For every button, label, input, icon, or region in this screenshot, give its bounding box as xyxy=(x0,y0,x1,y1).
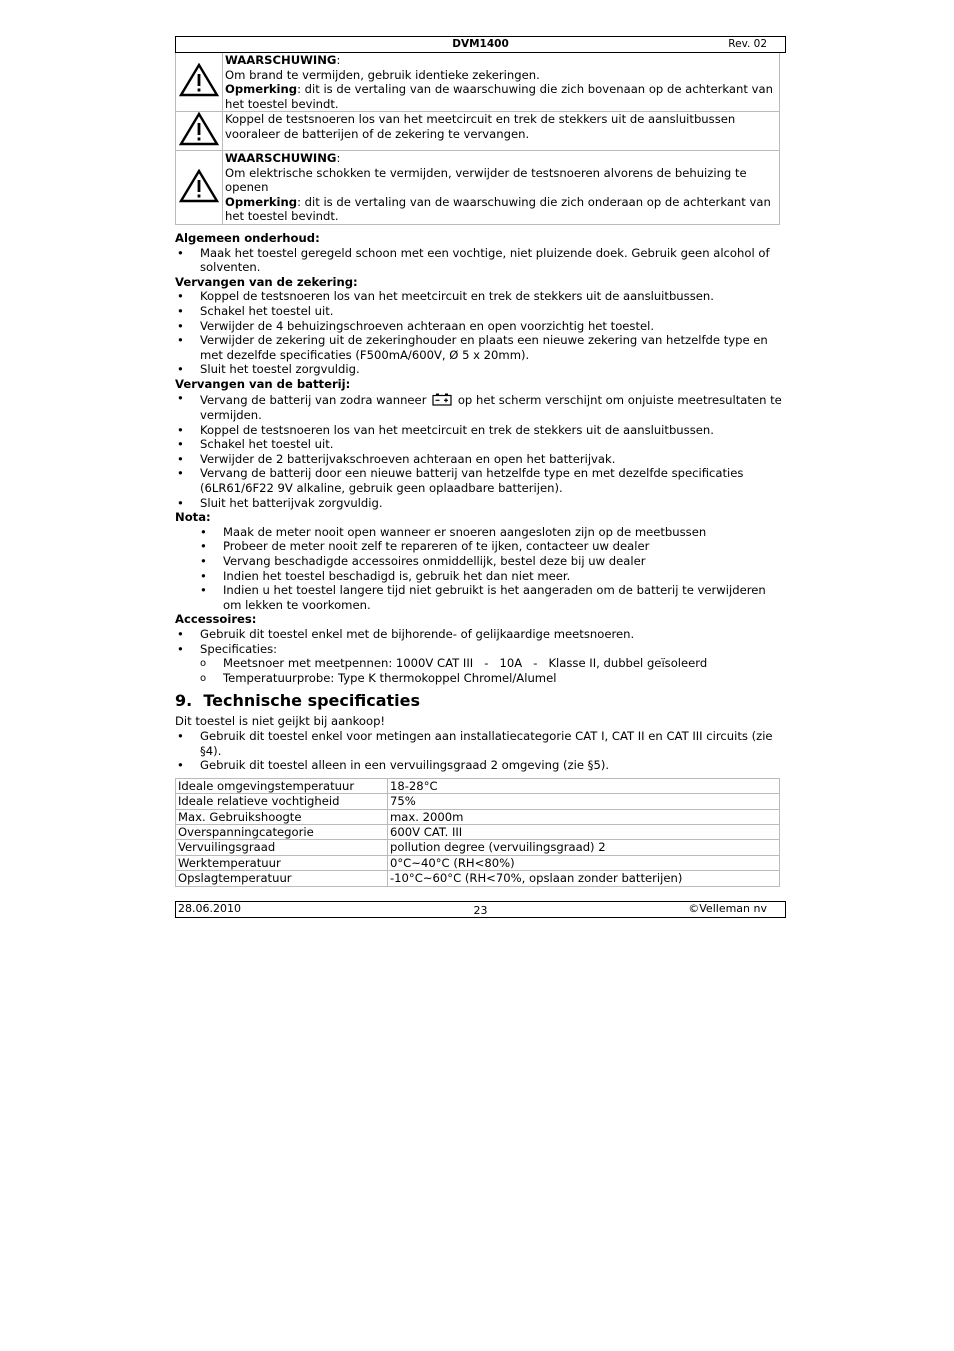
list-item: • Schakel het toestel uit. xyxy=(175,304,786,319)
list-item: o Temperatuurprobe: Type K thermokoppel Chromel/Alumel xyxy=(175,671,786,686)
table-row xyxy=(176,794,780,809)
warning-line: Om elektrische schokken te vermijden, verwijder de testsnoeren alvorens de behuizing te openen xyxy=(225,165,747,195)
nota-list xyxy=(175,525,786,613)
warning-triangle-icon xyxy=(179,169,219,203)
spec-key: Ideale omgevingstemperatuur xyxy=(176,778,388,793)
list-item: • Probeer de meter nooit zelf te repareren of te ijken, contacteer uw dealer xyxy=(175,539,786,554)
battery-text-a: Vervang de batterij van zodra wanneer xyxy=(200,393,427,408)
list-item: • Gebruik dit toestel enkel met de bijhorende- of gelijkaardige meetsnoeren. xyxy=(175,627,786,642)
section-heading-nota: Nota: xyxy=(175,510,211,525)
revision: Rev. 02 xyxy=(728,38,767,50)
accessoires-list xyxy=(175,627,786,656)
spec-key: Ideale relatieve vochtigheid xyxy=(176,794,388,809)
list-item: • Indien u het toestel langere tijd niet gebruikt is het aangeraden om de batterij te verwijderen om lekken te voorkomen. xyxy=(175,583,786,612)
footer-copyright: ©Velleman nv xyxy=(688,902,767,915)
list-item xyxy=(175,391,786,422)
footer-date: 28.06.2010 xyxy=(178,902,241,915)
spec-value: 0°C~40°C (RH<80%) xyxy=(388,855,780,870)
list-item: • Sluit het toestel zorgvuldig. xyxy=(175,362,786,377)
warning-row xyxy=(176,112,780,151)
list-item: • Maak de meter nooit open wanneer er snoeren aangesloten zijn op de meetbussen xyxy=(175,525,786,540)
page-header xyxy=(175,36,786,53)
spec-table xyxy=(175,778,780,887)
warning-triangle-icon xyxy=(179,63,219,97)
warning-row xyxy=(176,150,780,224)
warning-icon-cell xyxy=(176,150,223,224)
model-name: DVM1400 xyxy=(452,38,509,50)
warning-text: WAARSCHUWING: Om brand te vermijden, gebruik identieke zekeringen. Opmerking: dit is de vertaling van de waarschuwing die zich bovenaan op de achterkant van het toestel bevindt. xyxy=(223,53,780,112)
battery-icon xyxy=(432,393,452,406)
accessoires-sublist xyxy=(175,656,786,685)
spec-key: Vervuilingsgraad xyxy=(176,840,388,855)
section-heading-onderhoud: Algemeen onderhoud: xyxy=(175,230,320,245)
list-item: • Verwijder de zekering uit de zekeringhouder en plaats een nieuwe zekering van hetzelfde type en met dezelfde specificaties (F500mA/600V, Ø 5 x 20mm). xyxy=(175,333,786,362)
list-item: • Schakel het toestel uit. xyxy=(175,437,786,452)
list-item: • Koppel de testsnoeren los van het meetcircuit en trek de stekkers uit de aansluitbussen. xyxy=(175,423,786,438)
battery-text-b: op het scherm verschijnt om onjuiste meetresultaten te vermijden. xyxy=(200,393,782,423)
section-title-technische-specificaties: 9. Technische specificaties xyxy=(175,691,421,711)
tech-list xyxy=(175,729,786,773)
zekering-list xyxy=(175,289,786,377)
list-item: o Meetsnoer met meetpennen: 1000V CAT III - 10A - Klasse II, dubbel geïsoleerd xyxy=(175,656,786,671)
list-item: • Vervang de batterij door een nieuwe batterij van hetzelfde type en met dezelfde specificaties (6LR61/6F22 9V alkaline, gebruik geen oplaadbare batterijen). xyxy=(175,466,786,495)
warning-icon-cell xyxy=(176,53,223,112)
warning-row xyxy=(176,53,780,112)
spec-value: pollution degree (vervuilingsgraad) 2 xyxy=(388,840,780,855)
spec-value: 75% xyxy=(388,794,780,809)
page xyxy=(175,36,786,887)
tech-intro: Dit toestel is niet geijkt bij aankoop! xyxy=(175,714,386,729)
warning-title: WAARSCHUWING xyxy=(225,150,337,165)
section-heading-zekering: Vervangen van de zekering: xyxy=(175,274,358,289)
list-item: • Maak het toestel geregeld schoon met een vochtige, niet pluizende doek. Gebruik geen alcohol of solventen. xyxy=(175,246,786,275)
page-footer xyxy=(175,901,786,918)
spec-key: Opslagtemperatuur xyxy=(176,871,388,886)
list-item: • Gebruik dit toestel enkel voor metingen aan installatiecategorie CAT I, CAT II en CAT III circuits (zie §4). xyxy=(175,729,786,758)
list-item: • Vervang beschadigde accessoires onmiddellijk, bestel deze bij uw dealer xyxy=(175,554,786,569)
list-item: • Sluit het batterijvak zorgvuldig. xyxy=(175,496,786,511)
list-item: • Gebruik dit toestel alleen in een vervuilingsgraad 2 omgeving (zie §5). xyxy=(175,758,786,773)
table-row xyxy=(176,871,780,886)
spec-value: -10°C~60°C (RH<70%, opslaan zonder batterijen) xyxy=(388,871,780,886)
note-label: Opmerking xyxy=(225,82,298,97)
spec-value: 18-28°C xyxy=(388,778,780,793)
list-item: • Koppel de testsnoeren los van het meetcircuit en trek de stekkers uit de aansluitbussen. xyxy=(175,289,786,304)
warning-text: Koppel de testsnoeren los van het meetcircuit en trek de stekkers uit de aansluitbussen vooraleer de batterijen of de zekering te vervangen. xyxy=(223,112,780,151)
spec-value: max. 2000m xyxy=(388,809,780,824)
list-item: • Indien het toestel beschadigd is, gebruik het dan niet meer. xyxy=(175,569,786,584)
table-row xyxy=(176,778,780,793)
warning-line: Om brand te vermijden, gebruik identieke zekeringen. xyxy=(225,67,540,82)
table-row xyxy=(176,840,780,855)
note-text: : dit is de vertaling van de waarschuwing die zich onderaan op de achterkant van het toestel bevindt. xyxy=(225,194,771,224)
table-row xyxy=(176,809,780,824)
section-heading-accessoires: Accessoires: xyxy=(175,612,257,627)
list-item: • Verwijder de 2 batterijvakschroeven achteraan en open het batterijvak. xyxy=(175,452,786,467)
list-item: • Verwijder de 4 behuizingschroeven achteraan en open voorzichtig het toestel. xyxy=(175,319,786,334)
warning-icon-cell xyxy=(176,112,223,151)
table-row xyxy=(176,855,780,870)
note-label: Opmerking xyxy=(225,194,298,209)
table-row xyxy=(176,824,780,839)
page-number: 23 xyxy=(473,904,488,917)
warning-title: WAARSCHUWING xyxy=(225,53,337,67)
spec-key: Werktemperatuur xyxy=(176,855,388,870)
warning-text: WAARSCHUWING: Om elektrische schokken te vermijden, verwijder de testsnoeren alvorens de behuizing te openen Opmerking: dit is de vertaling van de waarschuwing die zich onderaan op de achterkant van het toestel bevindt. xyxy=(223,150,780,224)
note-text: : dit is de vertaling van de waarschuwing die zich bovenaan op de achterkant van het toestel bevindt. xyxy=(225,82,773,111)
spec-value: 600V CAT. III xyxy=(388,824,780,839)
warning-table xyxy=(175,52,780,225)
spec-key: Max. Gebruikshoogte xyxy=(176,809,388,824)
warning-triangle-icon xyxy=(179,112,219,146)
section-heading-batterij: Vervangen van de batterij: xyxy=(175,376,351,391)
batterij-list xyxy=(175,391,786,510)
spec-key: Overspanningcategorie xyxy=(176,824,388,839)
list-item: • Specificaties: xyxy=(175,642,786,657)
onderhoud-list xyxy=(175,246,786,275)
